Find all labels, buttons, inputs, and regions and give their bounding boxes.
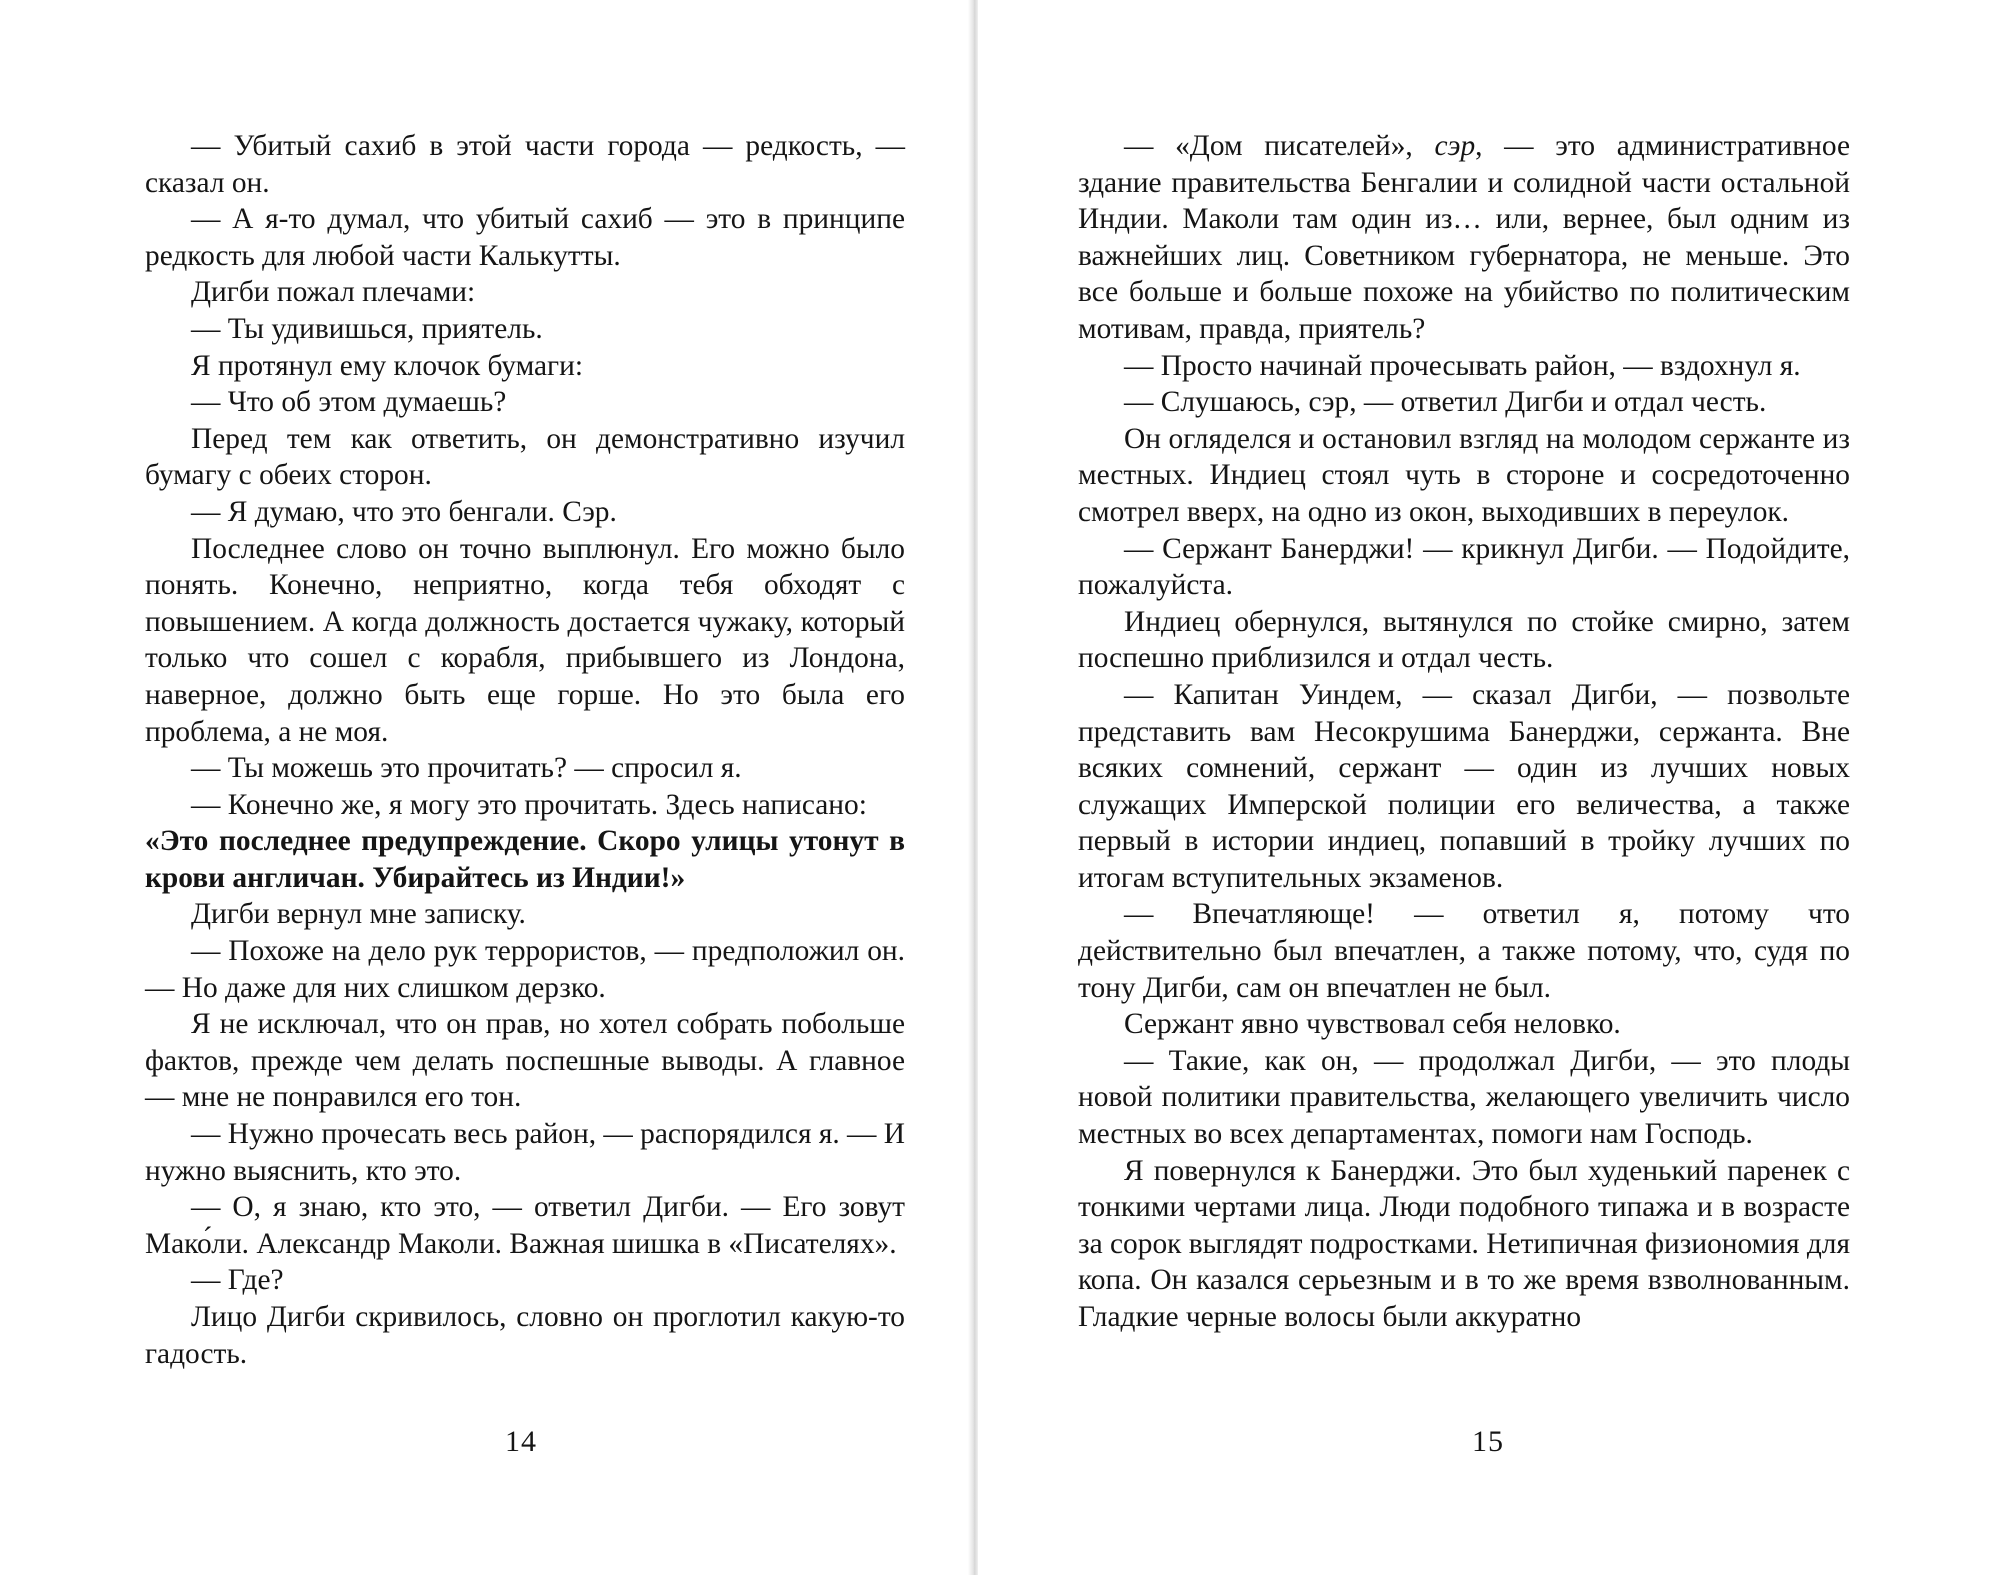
right-page-text xyxy=(1078,128,1850,1336)
paragraph: — Нужно прочесать весь район, — распорядился я. — И нужно выяснить, кто это. xyxy=(145,1118,906,1187)
left-page-text xyxy=(145,128,905,1372)
paragraph: Перед тем как ответить, он демонстративно изучил бумагу с обеих сторон. xyxy=(145,422,905,492)
text-run: , — это административное здание правительства Бенгалии и солидной части остальной Индии. Маколи там один из… или, вернее, был одним из важнейших лиц. Советником губернатора, не меньше. Это все больше и больше похоже на убийство по политическим мотивам, правда, приятель? xyxy=(1078,130,1850,345)
paragraph: — Где? xyxy=(191,1264,284,1297)
paragraph: Лицо Дигби скривилось, словно он проглотил какую-то гадость. xyxy=(145,1301,905,1370)
paragraph: — Слушаюсь, сэр, — ответил Дигби и отдал честь. xyxy=(1124,386,1767,419)
paragraph: — Что об этом думаешь? xyxy=(191,386,507,419)
paragraph: Последнее слово он точно выплюнул. Его можно было понять. Конечно, неприятно, когда тебя обходят с повышением. А когда должность достается чужаку, который только что сошел с корабля, прибывшего из Лондона, наверное, должно быть еще горше. Но это была его проблема, а не моя. xyxy=(145,532,905,748)
paragraph: Я протянул ему клочок бумаги: xyxy=(191,349,584,382)
bold-note-quote: «Это последнее предупреждение. Скоро улицы утонут в крови англичан. Убирайтесь из Индии!» xyxy=(145,825,905,894)
paragraph: Дигби пожал плечами: xyxy=(191,276,476,309)
paragraph: — Я думаю, что это бенгали. Сэр. xyxy=(191,495,617,528)
page-number: 14 xyxy=(505,1425,537,1458)
paragraph: Я повернулся к Банерджи. Это был худенький паренек с тонкими чертами лица. Люди подобного типажа и в возрасте за сорок выглядят подростками. Нетипичная физиономия для копа. Он казался серьезным и в то же время взволнованным. Гладкие черные волосы были аккуратно xyxy=(1078,1154,1850,1333)
paragraph: — Похоже на дело рук террористов, — предположил он. — Но даже для них слишком дерзко. xyxy=(145,935,905,1004)
paragraph: — Такие, как он, — продолжал Дигби, — это плоды новой политики правительства, желающего увеличить число местных во всех департаментах, помоги нам Господь. xyxy=(1078,1044,1850,1151)
paragraph: — Впечатляюще! — ответил я, потому что действительно был впечатлен, а также потому, что, судя по тону Дигби, сам он впечатлен не был. xyxy=(1078,898,1850,1004)
left-page xyxy=(0,0,970,1575)
paragraph: — Конечно же, я могу это прочитать. Здесь написано: xyxy=(191,788,867,821)
paragraph: — Ты удивишься, приятель. xyxy=(191,312,543,345)
paragraph-with-italic xyxy=(1078,128,1850,348)
paragraph: Дигби вернул мне записку. xyxy=(191,898,526,931)
paragraph: — Убитый сахиб в этой части города — редкость, — сказал он. xyxy=(145,130,905,199)
paragraph: — Капитан Уиндем, — сказал Дигби, — позвольте представить вам Несокрушима Банерджи, сержанта. Вне всяких сомнений, сержант — один из лучших новых служащих Имперской полиции его величества, а также первый в истории индиец, попавший в тройку лучших по итогам вступительных экзаменов. xyxy=(1078,678,1850,894)
paragraph: Я не исключал, что он прав, но хотел собрать побольше фактов, прежде чем делать поспешные выводы. А главное — мне не понравился его тон. xyxy=(145,1008,905,1114)
paragraph: — А я-то думал, что убитый сахиб — это в принципе редкость для любой части Калькутты. xyxy=(145,203,905,272)
paragraph: Сержант явно чувствовал себя неловко. xyxy=(1124,1008,1621,1041)
right-page xyxy=(978,0,2000,1575)
text-run: — «Дом писателей», xyxy=(1124,130,1435,162)
paragraph: — О, я знаю, кто это, — ответил Дигби. — Его зовут Мако́ли. Александр Маколи. Важная шишка в «Писателях». xyxy=(145,1191,905,1260)
paragraph: — Сержант Банерджи! — крикнул Дигби. — Подойдите, пожалуйста. xyxy=(1078,532,1850,602)
paragraph: — Просто начинай прочесывать район, — вздохнул я. xyxy=(1124,349,1801,382)
page-number: 15 xyxy=(1472,1425,1504,1458)
paragraph: — Ты можешь это прочитать? — спросил я. xyxy=(191,752,742,785)
italic-word: сэр xyxy=(1434,130,1476,162)
paragraph: Он огляделся и остановил взгляд на молодом сержанте из местных. Индиец стоял чуть в стороне и сосредоточенно смотрел вверх, на одно из окон, выходивших в переулок. xyxy=(1078,422,1850,528)
paragraph: Индиец обернулся, вытянулся по стойке смирно, затем поспешно приблизился и отдал честь. xyxy=(1078,605,1850,675)
